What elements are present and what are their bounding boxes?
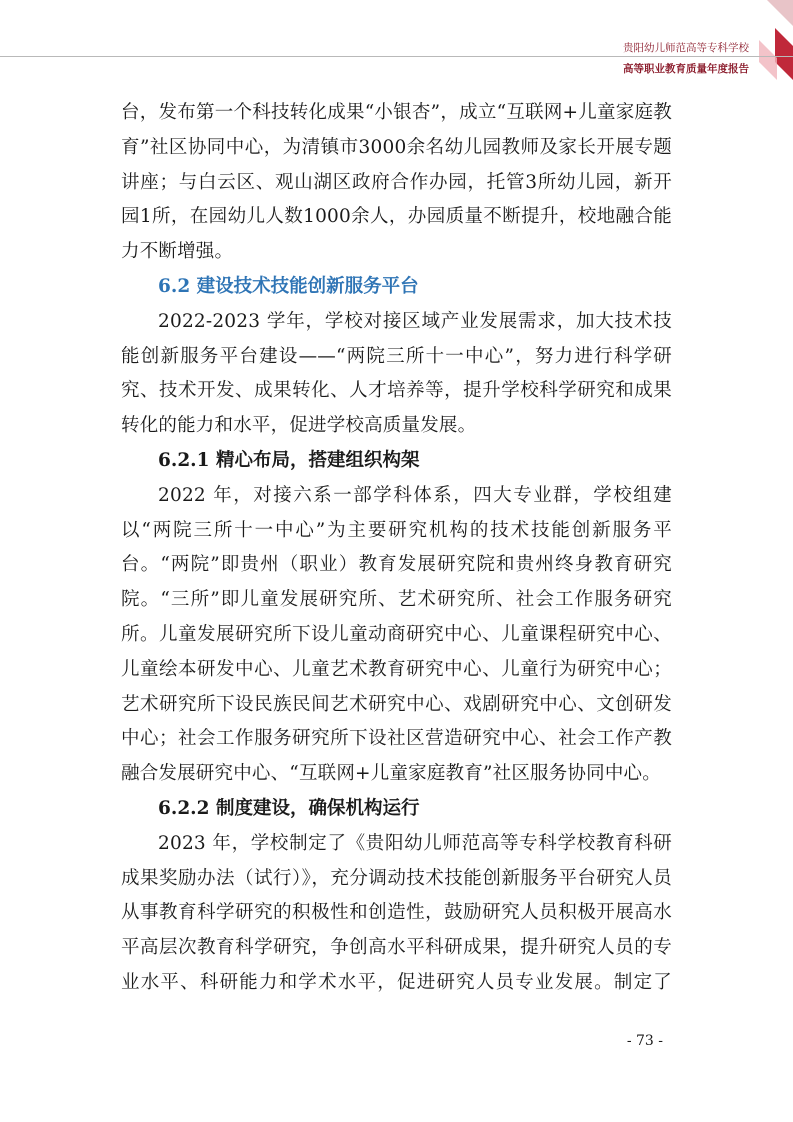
header-report-title: 高等职业教育质量年度报告 [623, 63, 749, 75]
paragraph-2: 2022-2023 学年，学校对接区域产业发展需求，加大技术技能创新服务平台建设——“两院三所十一中心”，努力进行科学研究、技术开发、成果转化、人才培养等，提升学校科学研究和成果转化的能力和水平，促进学校高质量发展。 [121, 310, 672, 437]
paragraph-4: 2023 年，学校制定了《贵阳幼儿师范高等专科学校教育科研成果奖励办法（试行）》，充分调动技术技能创新服务平台研究人员从事教育科学研究的积极性和创造性，鼓励研究人员积极开展高水平高层次教育科学研究，争创高水平科研成果，提升研究人员的专业水平、科研能力和学术水平，促进研究人员专业发展。制定了 [121, 832, 672, 993]
paragraph-1: 台，发布第一个科技转化成果“小银杏”，成立“互联网+儿童家庭教育”社区协同中心，为清镇市3000余名幼儿园教师及家长开展专题讲座；与白云区、观山湖区政府合作办园，托管3所幼儿园，新开园1所，在园幼儿人数1000余人，办园质量不断提升，校地融合能力不断增强。 [121, 102, 672, 263]
subsection-heading-6-2-1: 6.2.1 精心布局，搭建组织构架 [158, 449, 420, 471]
section-heading-6-2: 6.2 建设技术技能创新服务平台 [158, 275, 419, 297]
page-number: - 73 - [626, 1033, 663, 1049]
page-content [121, 96, 672, 1001]
corner-decoration-icon [753, 0, 793, 80]
subsection-heading-6-2-2: 6.2.2 制度建设，确保机构运行 [158, 797, 420, 819]
header-divider [0, 56, 793, 57]
header-school-name: 贵阳幼儿师范高等专科学校 [623, 42, 749, 54]
page-header [0, 0, 793, 80]
paragraph-3: 2022 年，对接六系一部学科体系，四大专业群，学校组建以“两院三所十一中心”为主要研究机构的技术技能创新服务平台。“两院”即贵州（职业）教育发展研究院和贵州终身教育研究院。“三所”即儿童发展研究所、艺术研究所、社会工作服务研究所。儿童发展研究所下设儿童动商研究中心、儿童课程研究中心、儿童绘本研发中心、儿童艺术教育研究中心、儿童行为研究中心；艺术研究所下设民族民间艺术研究中心、戏剧研究中心、文创研发中心；社会工作服务研究所下设社区营造研究中心、社会工作产教融合发展研究中心、“互联网+儿童家庭教育”社区服务协同中心。 [121, 484, 672, 785]
